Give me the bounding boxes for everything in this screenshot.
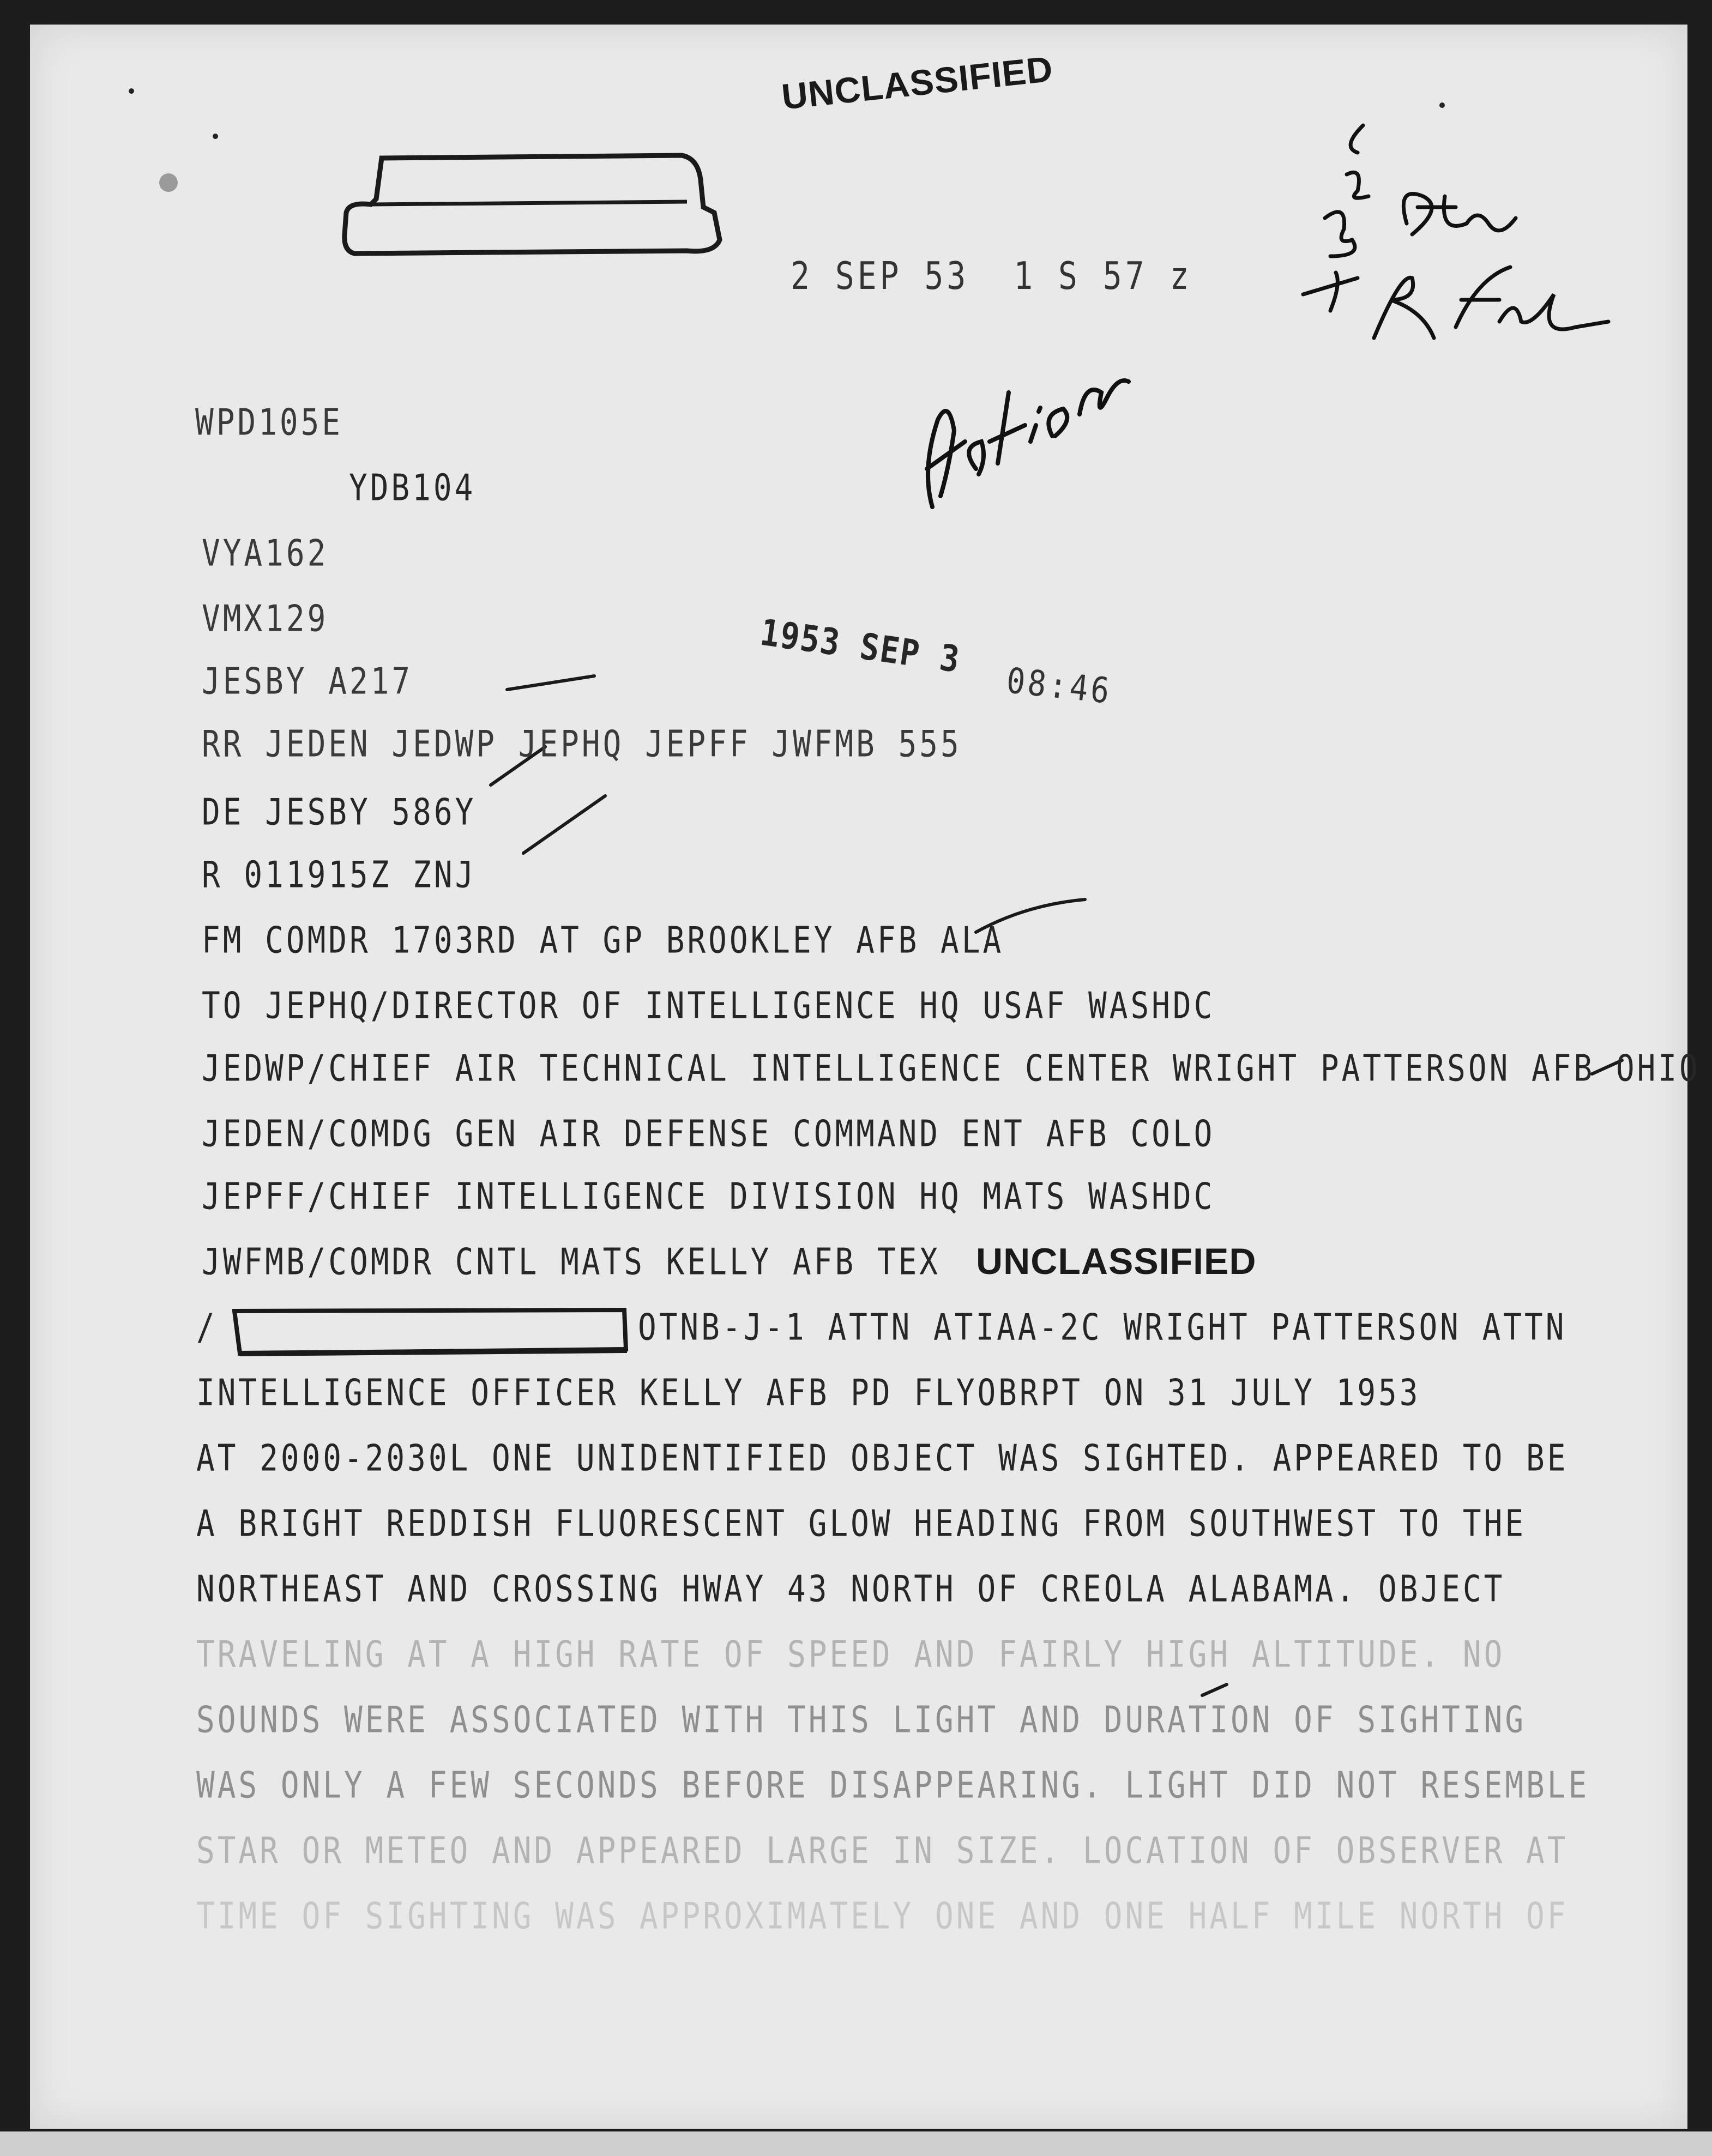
attn-prefix: /	[196, 1306, 218, 1349]
body-line-1: INTELLIGENCE OFFICER KELLY AFB PD FLYOBRPT ON 31 JULY 1953	[196, 1372, 1421, 1415]
dtg-line: R 011915Z ZNJ	[202, 854, 477, 897]
routing-line-3: VYA162	[202, 532, 329, 575]
redaction-box-attn	[229, 1306, 632, 1366]
classification-stamp-top: UNCLASSIFIED	[780, 48, 1055, 117]
attn-line: OTNB-J-1 ATTN ATIAA-2C WRIGHT PATTERSON ATTN	[638, 1306, 1567, 1349]
body-line-5: TRAVELING AT A HIGH RATE OF SPEED AND FAIRLY HIGH ALTITUDE. NO	[196, 1633, 1505, 1676]
to-line-2: JEDWP/CHIEF AIR TECHNICAL INTELLIGENCE CENTER WRIGHT PATTERSON AFB OHIO	[202, 1047, 1701, 1090]
date-stamp: 1953 SEP 3	[757, 611, 963, 681]
routing-line-5: JESBY A217	[202, 660, 413, 703]
to-line-1: TO JEPHQ/DIRECTOR OF INTELLIGENCE HQ USAF WASHDC	[202, 985, 1215, 1028]
body-line-4: NORTHEAST AND CROSSING HWAY 43 NORTH OF CREOLA ALABAMA. OBJECT	[196, 1568, 1505, 1611]
classification-stamp-mid: UNCLASSIFIED	[976, 1241, 1257, 1282]
received-datetime: 2 SEP 53 1 S 57 z	[791, 253, 1192, 298]
body-line-9: TIME OF SIGHTING WAS APPROXIMATELY ONE AND ONE HALF MILE NORTH OF	[196, 1895, 1569, 1938]
to-line-4: JEPFF/CHIEF INTELLIGENCE DIVISION HQ MATS WASHDC	[202, 1175, 1215, 1218]
routing-line-1: WPD105E	[195, 401, 343, 444]
body-line-6: SOUNDS WERE ASSOCIATED WITH THIS LIGHT AND DURATION OF SIGHTING	[196, 1699, 1527, 1742]
body-line-2: AT 2000-2030L ONE UNIDENTIFIED OBJECT WAS SIGHTED. APPEARED TO BE	[196, 1437, 1569, 1480]
body-line-3: A BRIGHT REDDISH FLUORESCENT GLOW HEADING FROM SOUTHWEST TO THE	[196, 1502, 1527, 1545]
to-line-5: JWFMB/COMDR CNTL MATS KELLY AFB TEX	[202, 1241, 941, 1284]
routing-line-4: VMX129	[202, 597, 329, 641]
from-line: FM COMDR 1703RD AT GP BROOKLEY AFB ALA	[202, 919, 1004, 962]
routing-line-2: YDB104	[349, 467, 476, 510]
to-line-3: JEDEN/COMDG GEN AIR DEFENSE COMMAND ENT AFB COLO	[202, 1113, 1215, 1156]
body-line-8: STAR OR METEO AND APPEARED LARGE IN SIZE. LOCATION OF OBSERVER AT	[196, 1829, 1569, 1873]
de-line: DE JESBY 586Y	[202, 791, 477, 834]
precedence-line: RR JEDEN JEDWP JEPHQ JEPFF JWFMB 555	[202, 723, 962, 766]
body-line-7: WAS ONLY A FEW SECONDS BEFORE DISAPPEARING. LIGHT DID NOT RESEMBLE	[196, 1764, 1590, 1807]
time-stamp: 08:46	[1004, 660, 1114, 712]
